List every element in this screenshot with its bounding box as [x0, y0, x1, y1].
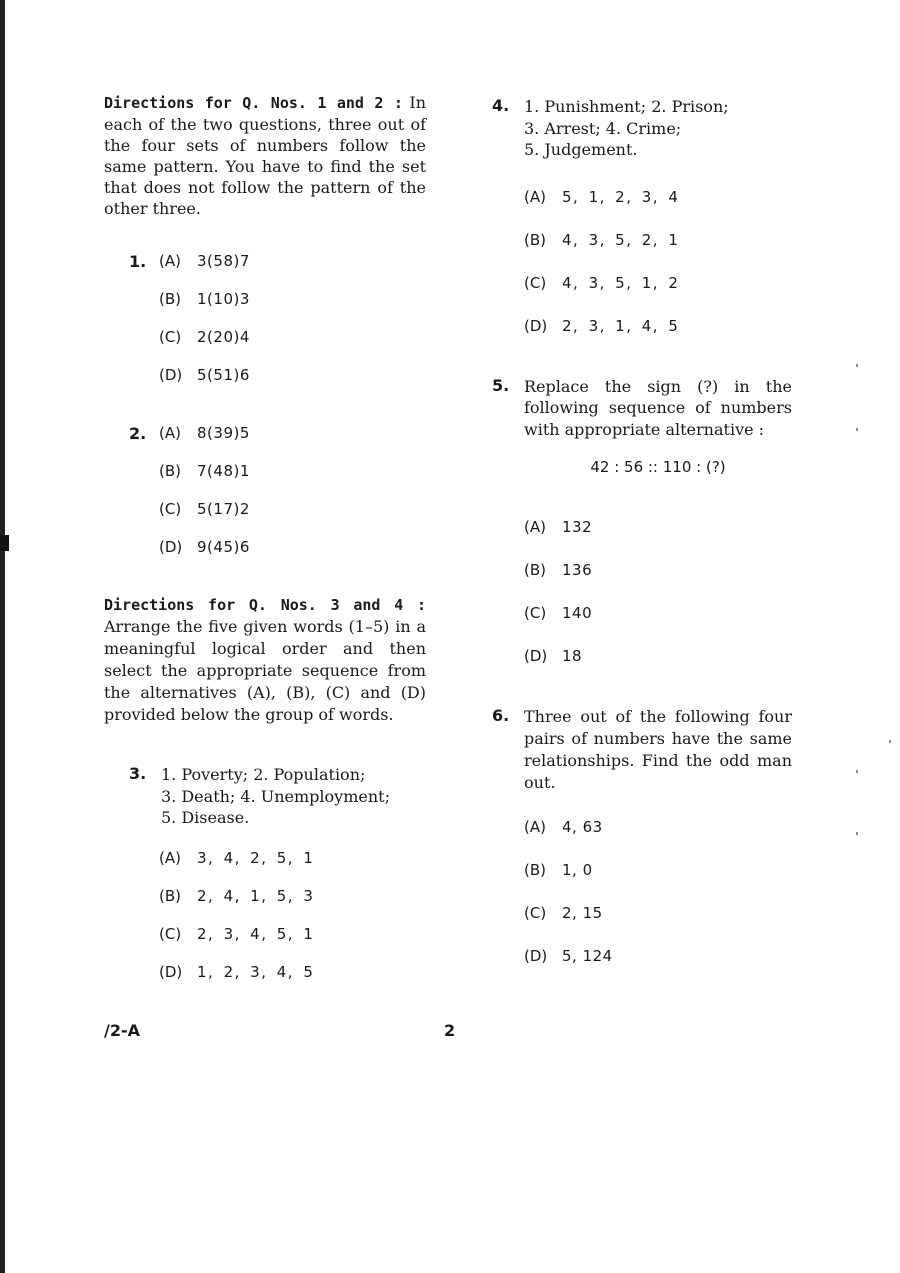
- option-label: (A): [524, 187, 546, 206]
- option-label: (D): [159, 962, 183, 981]
- option-d[interactable]: [524, 935, 792, 978]
- option-c[interactable]: [524, 892, 792, 935]
- question-2: [104, 414, 426, 566]
- option-d[interactable]: [524, 635, 792, 678]
- option-value: 5(51)6: [197, 366, 250, 384]
- left-column: [104, 92, 426, 991]
- option-value: 2, 3, 1, 4, 5: [562, 316, 680, 335]
- question-6: [492, 706, 792, 978]
- option-value: 2, 4, 1, 5, 3: [197, 886, 315, 905]
- option-label: (C): [159, 328, 182, 346]
- option-label: (A): [159, 252, 181, 270]
- option-value: 4, 63: [562, 818, 603, 836]
- option-value: 1, 2, 3, 4, 5: [197, 962, 315, 981]
- option-label: (C): [524, 273, 547, 292]
- option-label: (D): [524, 947, 548, 965]
- option-label: (A): [524, 518, 546, 536]
- option-value: 18: [562, 647, 583, 665]
- option-label: (A): [159, 424, 181, 442]
- option-b[interactable]: [159, 280, 426, 318]
- scan-speck: [856, 428, 858, 431]
- option-c[interactable]: [159, 915, 426, 953]
- page-number: 2: [444, 1021, 456, 1040]
- option-value: 132: [562, 518, 593, 536]
- option-value: 5, 1, 2, 3, 4: [562, 187, 680, 206]
- option-label: (B): [524, 861, 546, 879]
- question-3: [104, 764, 426, 991]
- question-item: 3. Arrest; 4. Crime;: [524, 118, 682, 138]
- option-d[interactable]: [159, 953, 426, 991]
- scan-speck: [856, 364, 858, 367]
- option-label: (D): [159, 366, 183, 384]
- option-d[interactable]: [159, 528, 426, 566]
- option-c[interactable]: [159, 490, 426, 528]
- option-b[interactable]: [524, 219, 792, 262]
- option-value: 2, 15: [562, 904, 603, 922]
- option-b[interactable]: [524, 849, 792, 892]
- option-c[interactable]: [159, 318, 426, 356]
- option-value: 3(58)7: [197, 252, 250, 270]
- option-value: 5, 124: [562, 947, 613, 965]
- question-number: 5.: [492, 375, 510, 395]
- scan-mark: [0, 535, 9, 551]
- option-value: 140: [562, 604, 593, 622]
- option-value: 5(17)2: [197, 500, 250, 518]
- option-label: (B): [159, 462, 181, 480]
- option-a[interactable]: [159, 414, 426, 452]
- scan-speck: [856, 832, 858, 835]
- option-label: (D): [524, 647, 548, 665]
- option-a[interactable]: [524, 176, 792, 219]
- option-label: (C): [159, 924, 182, 943]
- directions-heading: Directions for Q. Nos. 1 and 2 :: [104, 94, 403, 112]
- question-number: 3.: [129, 764, 147, 783]
- option-value: 2(20)4: [197, 328, 250, 346]
- directions-text: Arrange the five given words (1–5) in a meaningful logical order and then select the appropriate sequence from the alternatives (A), (B), (C) and (D) provided below the group of words.: [104, 617, 426, 724]
- scan-edge: [0, 0, 5, 1273]
- option-value: 1(10)3: [197, 290, 250, 308]
- question-text: Replace the sign (?) in the following sequence of numbers with appropriate alternative :: [524, 376, 792, 439]
- option-b[interactable]: [159, 452, 426, 490]
- question-number: 2.: [129, 424, 147, 443]
- question-4: [492, 92, 792, 348]
- option-label: (C): [159, 500, 182, 518]
- option-value: 2, 3, 4, 5, 1: [197, 924, 315, 943]
- option-label: (D): [159, 538, 183, 556]
- option-value: 3, 4, 2, 5, 1: [197, 848, 315, 867]
- right-column: [492, 92, 792, 978]
- question-number: 4.: [492, 96, 510, 115]
- option-d[interactable]: [159, 356, 426, 394]
- question-item: 5. Judgement.: [524, 140, 638, 159]
- option-a[interactable]: [524, 806, 792, 849]
- question-item: 5. Disease.: [161, 808, 250, 827]
- option-label: (A): [524, 818, 546, 836]
- option-label: (B): [159, 290, 181, 308]
- option-value: 8(39)5: [197, 424, 250, 442]
- option-a[interactable]: [524, 506, 792, 549]
- option-value: 9(45)6: [197, 538, 250, 556]
- scan-speck: [856, 770, 858, 773]
- option-b[interactable]: [159, 877, 426, 915]
- directions-heading: Directions for Q. Nos. 3 and 4 :: [104, 596, 426, 614]
- option-c[interactable]: [524, 592, 792, 635]
- option-c[interactable]: [524, 262, 792, 305]
- option-value: 1, 0: [562, 861, 593, 879]
- option-label: (C): [524, 904, 547, 922]
- option-value: 136: [562, 561, 593, 579]
- option-value: 4, 3, 5, 2, 1: [562, 230, 680, 249]
- option-a[interactable]: [159, 839, 426, 877]
- number-sequence: 42 : 56 :: 110 : (?): [590, 458, 726, 476]
- option-b[interactable]: [524, 549, 792, 592]
- question-5: [492, 376, 792, 679]
- option-label: (B): [159, 886, 181, 905]
- option-label: (B): [524, 561, 546, 579]
- option-value: 7(48)1: [197, 462, 250, 480]
- option-label: (A): [159, 848, 181, 867]
- option-label: (D): [524, 316, 548, 335]
- option-label: (C): [524, 604, 547, 622]
- question-1: [104, 242, 426, 394]
- directions-text: In each of the two questions, three out of the four sets of numbers follow the same pattern. You have to find the set that does not follow the pattern of the other three.: [104, 93, 426, 218]
- booklet-code: /2-A: [104, 1021, 140, 1040]
- option-value: 4, 3, 5, 1, 2: [562, 273, 680, 292]
- question-item: 3. Death; 4. Unemployment;: [161, 786, 390, 806]
- question-item: 1. Punishment; 2. Prison;: [524, 97, 729, 116]
- question-number: 1.: [129, 252, 147, 271]
- option-d[interactable]: [524, 305, 792, 348]
- directions-q1-2: [104, 92, 426, 219]
- scan-speck: [889, 740, 891, 743]
- question-item: 1. Poverty; 2. Population;: [161, 765, 366, 784]
- option-a[interactable]: [159, 242, 426, 280]
- question-number: 6.: [492, 706, 510, 725]
- directions-q3-4: [104, 594, 426, 726]
- option-label: (B): [524, 230, 546, 249]
- question-text: Three out of the following four pairs of numbers have the same relationships. Find the odd man out.: [524, 707, 792, 792]
